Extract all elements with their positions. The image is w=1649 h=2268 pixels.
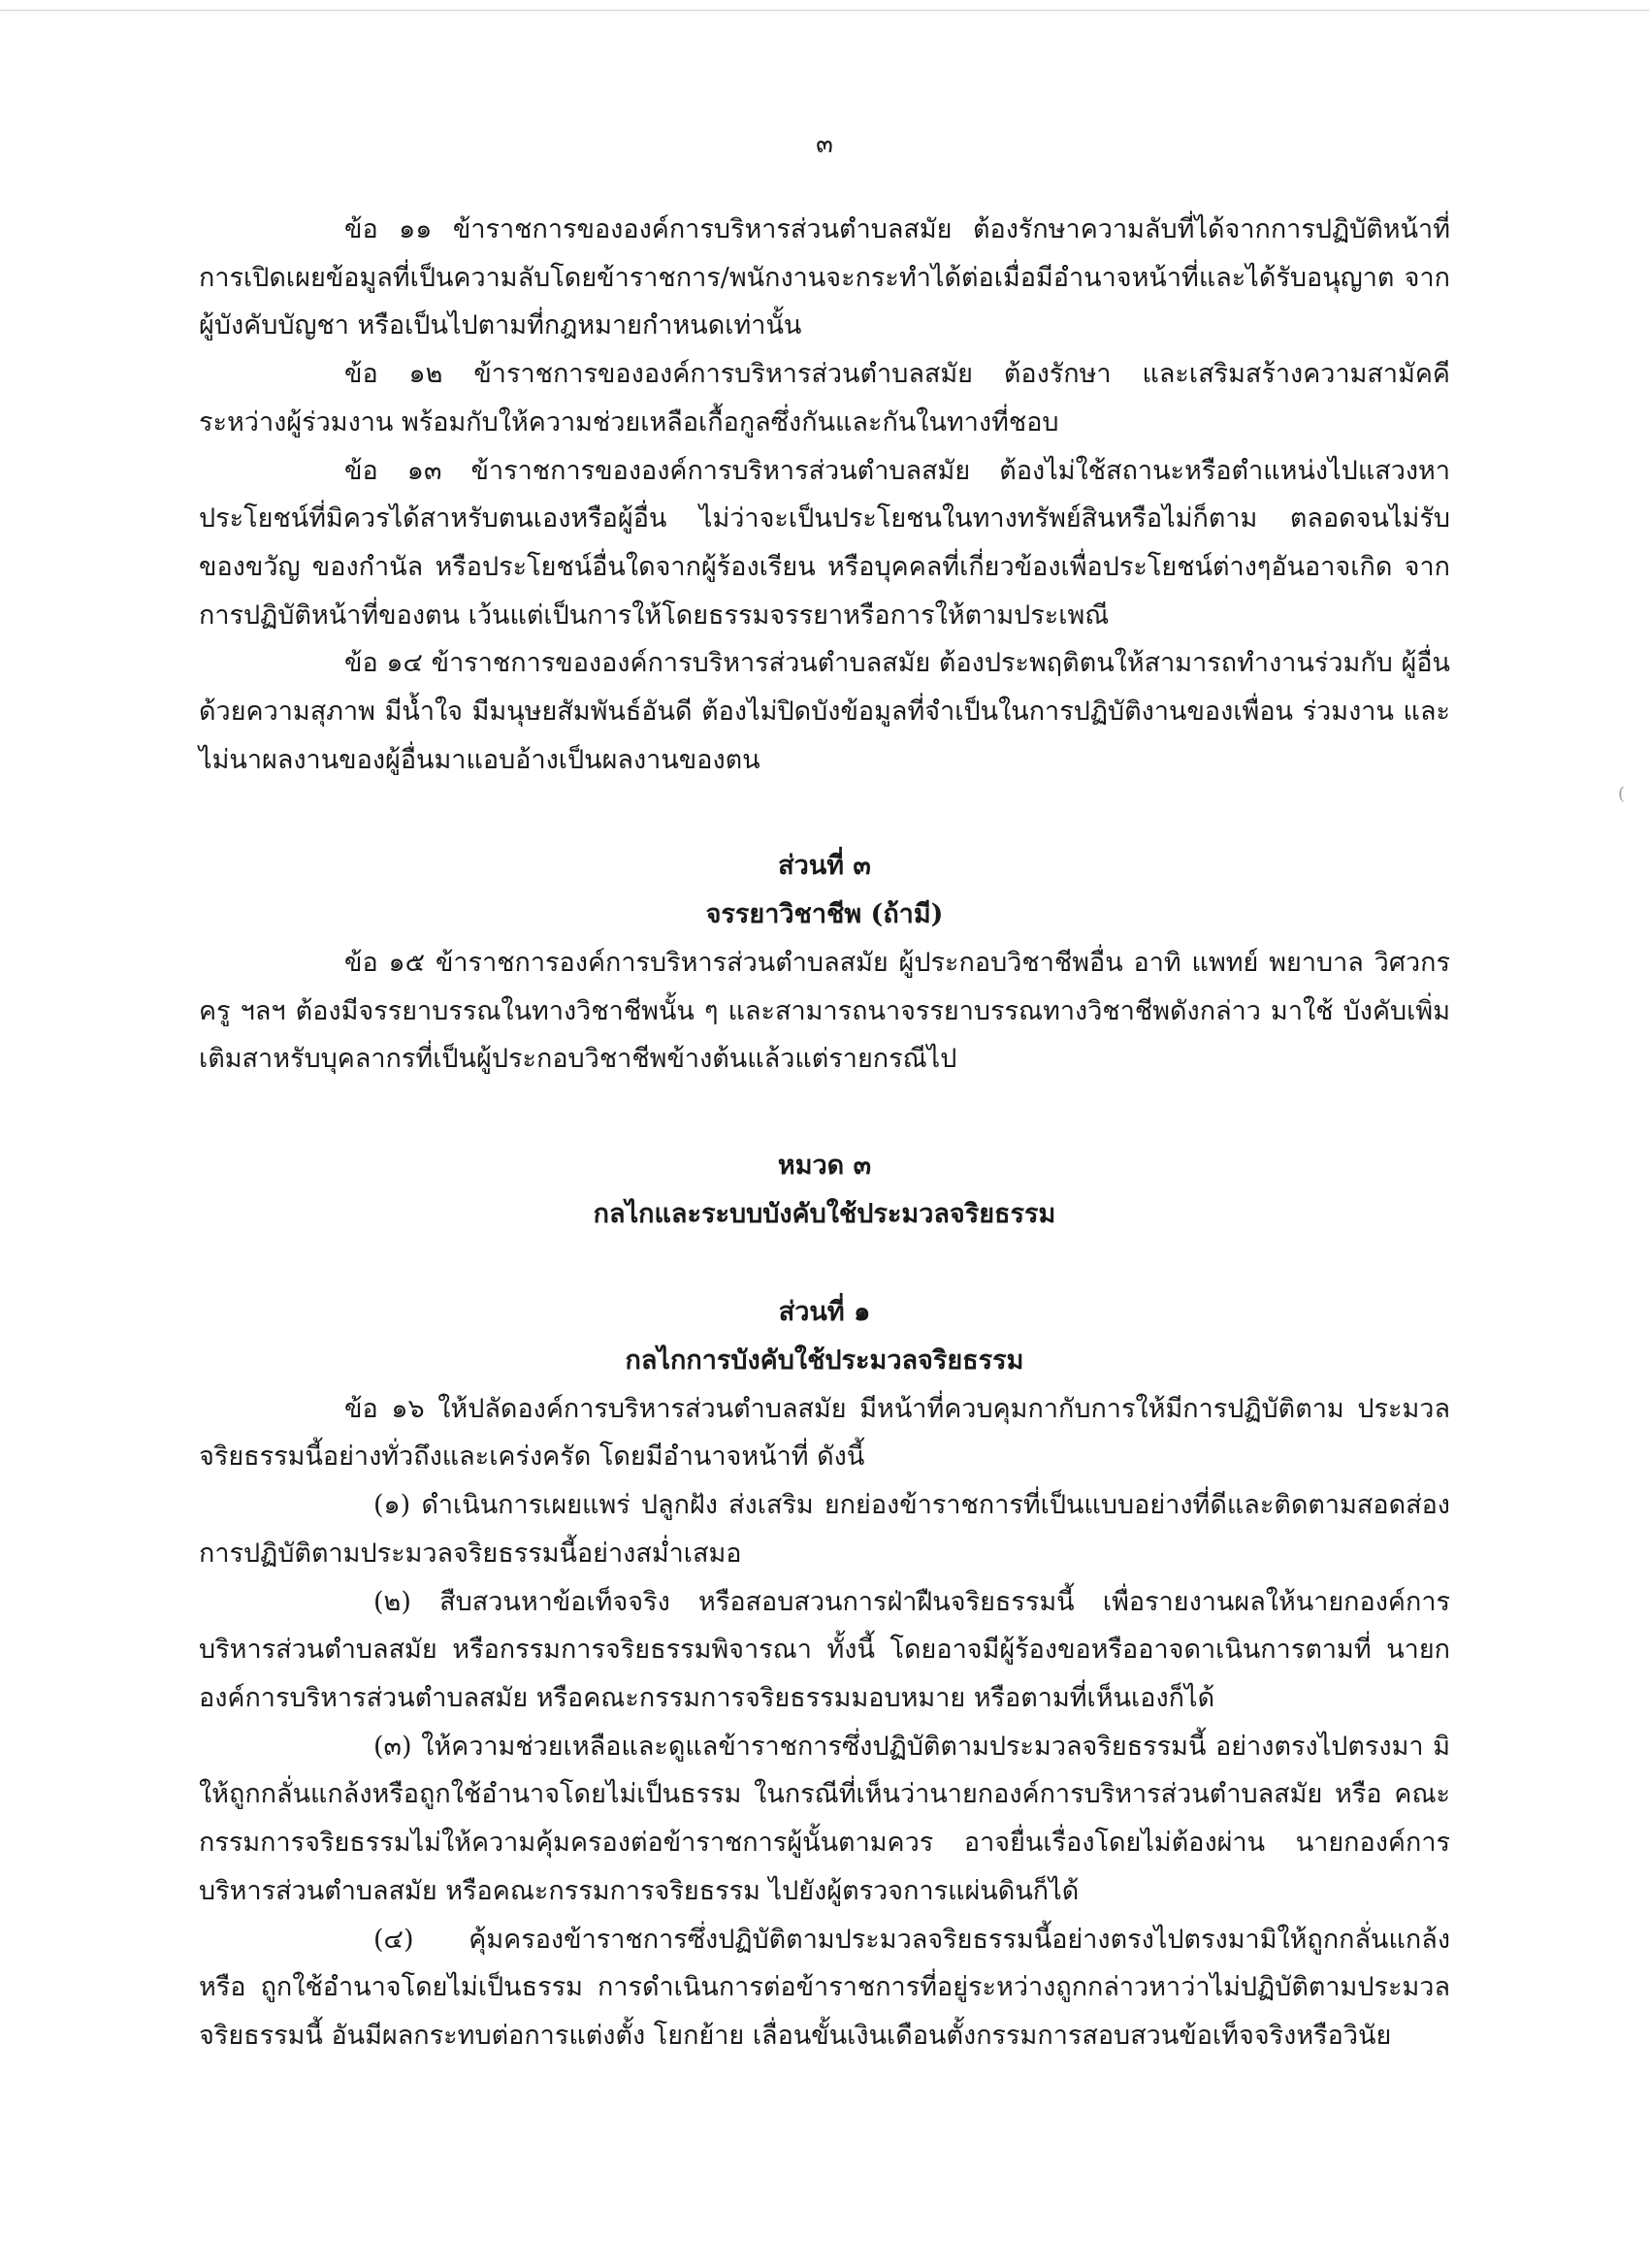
clause-16: ข้อ ๑๖ ให้ปลัดองค์การบริหารส่วนตำบลสมัย มีหน้าที่ควบคุมกากับการให้มีการปฏิบัติตาม ประมวลจริยธรรมนี้อย่างทั่วถึงและเคร่งครัด โดยมีอำนาจหน้าที่ ดังนี้ bbox=[199, 1393, 1450, 1473]
chapter-3-subheading: กลไกและระบบบังคับใช้ประมวลจริยธรรม bbox=[593, 1198, 1056, 1229]
clause-16-item-2: (๒) สืบสวนหาข้อเท็จจริง หรือสอบสวนการฝ่าฝืนจริยธรรมนี้ เพื่อรายงานผลให้นายกองค์การ บริหารส่วนตำบลสมัย หรือกรรมการจริยธรรมพิจารณา ทั้งนี้ โดยอาจมีผู้ร้องขอหรืออาจดาเนินการตามที่ นายกองค์การบริหารส่วนตำบลสมัย หรือคณะกรรมการจริยธรรมมอบหมาย หรือตามที่เห็นเองก็ได้ bbox=[199, 1586, 1450, 1713]
clause-13: ข้อ ๑๓ ข้าราชการขององค์การบริหารส่วนตำบลสมัย ต้องไม่ใช้สถานะหรือตำแหน่งไปแสวงหา ประโยชน์ที่มิควรได้สาหรับตนเองหรือผู้อื่น ไม่ว่าจะเป็นประโยชนในทางทรัพย์สินหรือไม่ก็ตาม ตลอดจนไม่รับ ของขวัญ ของกำนัล หรือประโยชน์อื่นใดจากผู้ร้องเรียน หรือบุคคลที่เกี่ยวข้องเพื่อประโยชน์ต่างๆอันอาจเกิด จากการปฏิบัติหน้าที่ของตน เว้นแต่เป็นการให้โดยธรรมจรรยาหรือการให้ตามประเพณี bbox=[199, 455, 1450, 631]
scan-edge-line bbox=[0, 10, 1649, 11]
chapter-3-heading: หมวด ๓ bbox=[777, 1150, 872, 1181]
part-3-subheading: จรรยาวิชาชีพ (ถ้ามี) bbox=[705, 899, 944, 930]
clause-15: ข้อ ๑๕ ข้าราชการองค์การบริหารส่วนตำบลสมัย ผู้ประกอบวิชาชีพอื่น อาทิ แพทย์ พยาบาล วิศวกร ครู ฯลฯ ต้องมีจรรยาบรรณในทางวิชาชีพนั้น ๆ และสามารถนาจรรยาบรรณทางวิชาชีพดังกล่าว มาใช้ บังคับเพิ่มเติมสาหรับบุคลากรที่เป็นผู้ประกอบวิชาชีพข้างต้นแล้วแต่รายกรณีไป bbox=[199, 947, 1450, 1075]
clause-16-item-4: (๔) คุ้มครองข้าราชการซึ่งปฏิบัติตามประมวลจริยธรรมนี้อย่างตรงไปตรงมามิให้ถูกกลั่นแกล้งหรือ ถูกใช้อำนาจโดยไม่เป็นธรรม การดำเนินการต่อข้าราชการที่อยู่ระหว่างถูกกล่าวหาว่าไม่ปฏิบัติตามประมวล จริยธรรมนี้ อันมีผลกระทบต่อการแต่งตั้ง โยกย้าย เลื่อนขั้นเงินเดือนตั้งกรรมการสอบสวนข้อเท็จจริงหรือวินัย bbox=[199, 1924, 1450, 2051]
clause-11: ข้อ ๑๑ ข้าราชการขององค์การบริหารส่วนตำบลสมัย ต้องรักษาความลับที่ได้จากการปฏิบัติหน้าที่ การเปิดเผยข้อมูลที่เป็นความลับโดยข้าราชการ/พนักงานจะกระทำได้ต่อเมื่อมีอำนาจหน้าที่และได้รับอนุญาต จากผู้บังคับบัญชา หรือเป็นไปตามที่กฎหมายกำหนดเท่านั้น bbox=[199, 214, 1450, 341]
clause-12: ข้อ ๑๒ ข้าราชการขององค์การบริหารส่วนตำบลสมัย ต้องรักษา และเสริมสร้างความสามัคคี ระหว่างผู้ร่วมงาน พร้อมกับให้ความช่วยเหลือเกื้อกูลซึ่งกันและกันในทางที่ชอบ bbox=[199, 359, 1450, 437]
page-number: ๓ bbox=[816, 130, 833, 159]
document-body bbox=[199, 206, 1450, 2060]
clause-16-item-3: (๓) ให้ความช่วยเหลือและดูแลข้าราชการซึ่งปฏิบัติตามประมวลจริยธรรมนี้ อย่างตรงไปตรงมา มิให้ถูกกลั่นแกล้งหรือถูกใช้อำนาจโดยไม่เป็นธรรม ในกรณีที่เห็นว่านายกองค์การบริหารส่วนตำบลสมัย หรือ คณะกรรมการจริยธรรมไม่ให้ความคุ้มครองต่อข้าราชการผู้นั้นตามควร อาจยื่นเรื่องโดยไม่ต้องผ่าน นายกองค์การบริหารส่วนตำบลสมัย หรือคณะกรรมการจริยธรรม ไปยังผู้ตรวจการแผ่นดินก็ได้ bbox=[199, 1731, 1450, 1906]
part-1-heading: ส่วนที่ ๑ bbox=[778, 1297, 871, 1328]
part-3-heading: ส่วนที่ ๓ bbox=[778, 851, 871, 882]
clause-14: ข้อ ๑๔ ข้าราชการขององค์การบริหารส่วนตำบลสมัย ต้องประพฤติตนให้สามารถทำงานร่วมกับ ผู้อื่นด้วยความสุภาพ มีน้ำใจ มีมนุษยสัมพันธ์อันดี ต้องไม่ปิดบังข้อมูลที่จำเป็นในการปฏิบัติงานของเพื่อน ร่วมงาน และไม่นาผลงานของผู้อื่นมาแอบอ้างเป็นผลงานของตน bbox=[199, 648, 1450, 775]
scan-speck: ( bbox=[1618, 784, 1626, 804]
part-1-subheading: กลไกการบังคับใช้ประมวลจริยธรรม bbox=[625, 1345, 1024, 1377]
clause-16-item-1: (๑) ดำเนินการเผยแพร่ ปลูกฝัง ส่งเสริม ยกย่องข้าราชการที่เป็นแบบอย่างที่ดีและติดตามสอดส่อง การปฏิบัติตามประมวลจริยธรรมนี้อย่างสม่ำเสมอ bbox=[199, 1490, 1450, 1569]
